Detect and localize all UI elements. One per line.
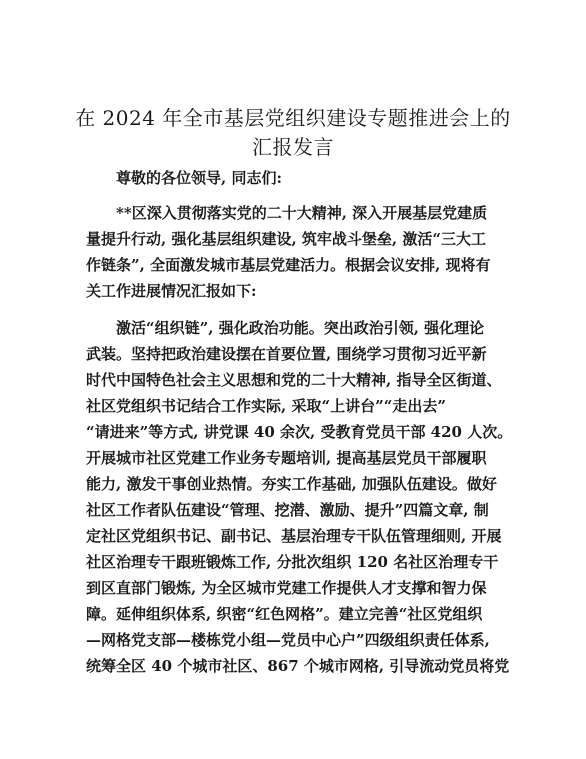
body-line: 定社区党组织书记、副书记、基层治理专干队伍管理细则, 开展 <box>86 527 502 545</box>
body-line: 关工作进展情况汇报如下: <box>86 282 257 300</box>
body-line: 激活“组织链”, 强化政治功能。突出政治引领, 强化理论 <box>116 319 485 337</box>
document-title-line-1: 在 2024 年全市基层党组织建设专题推进会上的 <box>75 106 511 130</box>
body-line: 社区党组织书记结合工作实际, 采取“上讲台”“走出去” <box>86 397 446 415</box>
body-line: 到区直部门锻炼, 为全区城市党建工作提供人才支撑和智力保 <box>86 579 487 597</box>
body-line: 社区治理专干跟班锻炼工作, 分批次组织 120 名社区治理专干 <box>86 553 499 571</box>
body-line: 开展城市社区党建工作业务专题培训, 提高基层党员干部履职 <box>86 449 487 467</box>
body-line: —网格党支部—楼栋党小组—党员中心户”四级组织责任体系, <box>86 631 490 649</box>
body-line: 量提升行动, 强化基层组织建设, 筑牢战斗堡垒, 激活“三大工 <box>86 230 486 248</box>
document-title-line-2: 汇报发言 <box>252 135 334 159</box>
body-line: 作链条”, 全面激发城市基层党建活力。根据会议安排, 现将有 <box>86 256 491 274</box>
body-line: **区深入贯彻落实党的二十大精神, 深入开展基层党建质 <box>116 204 488 222</box>
body-line: 武装。坚持把政治建设摆在首要位置, 围绕学习贯彻习近平新 <box>86 345 487 363</box>
body-line: 时代中国特色社会主义思想和党的二十大精神, 指导全区街道、 <box>86 371 502 389</box>
body-line: “请进来”等方式, 讲党课 40 余次, 受教育党员干部 420 人次。 <box>86 423 513 441</box>
body-line: 能力, 激发干事创业热情。夯实工作基础, 加强队伍建设。做好 <box>86 475 497 493</box>
body-line: 社区工作者队伍建设“管理、挖潜、激励、提升”四篇文章, 制 <box>86 501 489 519</box>
salutation: 尊敬的各位领导, 同志们: <box>116 169 282 187</box>
body-line: 障。延伸组织体系, 织密“红色网格”。建立完善“社区党组织 <box>86 605 483 623</box>
body-line: 统筹全区 40 个城市社区、867 个城市网格, 引导流动党员将党 <box>86 657 510 675</box>
